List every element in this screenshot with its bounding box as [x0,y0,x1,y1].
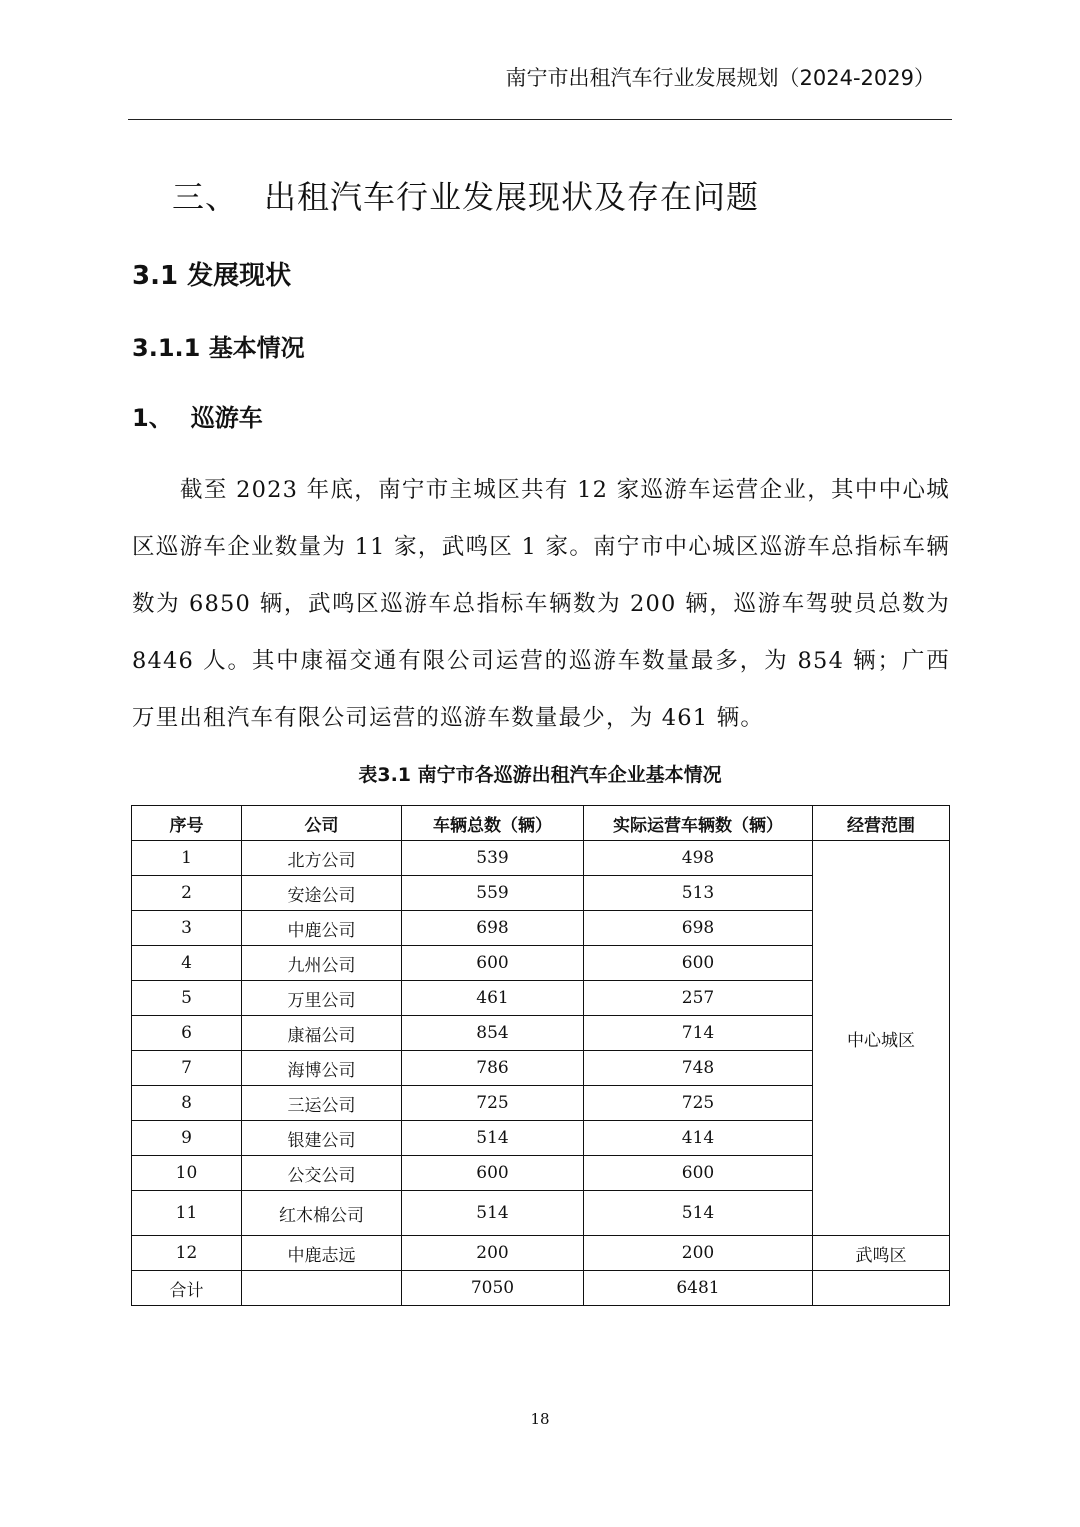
table-cell: 11 [132,1191,242,1236]
table-cell: 公交公司 [242,1156,402,1191]
table-cell: 万里公司 [242,981,402,1016]
table-cell: 854 [402,1016,584,1051]
table-cell: 1 [132,841,242,876]
table-cell: 安途公司 [242,876,402,911]
table-cell: 7 [132,1051,242,1086]
column-header: 车辆总数（辆） [402,806,584,841]
table-cell: 6 [132,1016,242,1051]
total-vehicles: 7050 [402,1271,584,1306]
table-cell: 三运公司 [242,1086,402,1121]
table-cell: 200 [584,1236,813,1271]
table-cell: 4 [132,946,242,981]
table-cell: 12 [132,1236,242,1271]
table-cell: 8 [132,1086,242,1121]
table-row [132,841,950,876]
table-caption: 表3.1 南宁市各巡游出租汽车企业基本情况 [358,764,722,786]
total-company [242,1271,402,1306]
table-cell: 海博公司 [242,1051,402,1086]
table-cell: 514 [402,1191,584,1236]
section-heading: 3.1 发展现状 [132,261,292,291]
scope-cell-center: 中心城区 [813,841,950,1236]
page-number: 18 [530,1410,550,1428]
table-cell: 九州公司 [242,946,402,981]
table-cell: 698 [584,911,813,946]
body-paragraph: 截至 2023 年底，南宁市主城区共有 12 家巡游车运营企业，其中中心城区巡游车企业数量为 11 家，武鸣区 1 家。南宁市中心城区巡游车总指标车辆数为 6850 辆，武鸣区巡游车总指标车辆数为 200 辆，巡游车驾驶员总数为 8446 人。其中康福交通有限公司运营的巡游车数量最多，为 854 辆；广西万里出租汽车有限公司运营的巡游车数量最少，为 461 辆。 [132,477,950,731]
column-header: 序号 [132,806,242,841]
table-cell: 559 [402,876,584,911]
column-header: 公司 [242,806,402,841]
total-operating: 6481 [584,1271,813,1306]
chapter-title: 出租汽车行业发展现状及存在问题 [264,178,760,216]
chapter-number: 三、 [172,178,239,216]
table-header-row [132,806,950,841]
table-cell: 514 [584,1191,813,1236]
item-title: 巡游车 [190,404,263,432]
table-cell: 600 [402,946,584,981]
total-scope [813,1271,950,1306]
table-cell: 748 [584,1051,813,1086]
table-cell: 200 [402,1236,584,1271]
header-divider [128,119,952,120]
chapter-heading [172,172,759,218]
table-cell: 461 [402,981,584,1016]
table-cell: 539 [402,841,584,876]
table-cell: 725 [584,1086,813,1121]
table-cell: 498 [584,841,813,876]
table-cell: 414 [584,1121,813,1156]
total-label: 合计 [132,1271,242,1306]
table-cell: 3 [132,911,242,946]
subsection-heading: 3.1.1 基本情况 [132,334,305,362]
table-cell: 红木棉公司 [242,1191,402,1236]
table-cell: 786 [402,1051,584,1086]
table-cell: 257 [584,981,813,1016]
table-cell: 513 [584,876,813,911]
table-cell: 714 [584,1016,813,1051]
item-heading [132,398,263,433]
table-cell: 600 [584,1156,813,1191]
table-cell: 698 [402,911,584,946]
table-cell: 725 [402,1086,584,1121]
item-number: 1、 [132,404,173,432]
running-header: 南宁市出租汽车行业发展规划（2024-2029） [505,66,935,90]
table-cell: 600 [402,1156,584,1191]
table-cell: 2 [132,876,242,911]
table-cell: 10 [132,1156,242,1191]
column-header: 实际运营车辆数（辆） [584,806,813,841]
taxi-company-table [131,805,950,1306]
column-header: 经营范围 [813,806,950,841]
table-cell: 中鹿志远 [242,1236,402,1271]
table-cell: 514 [402,1121,584,1156]
table-cell: 5 [132,981,242,1016]
table-cell: 康福公司 [242,1016,402,1051]
table-cell: 银建公司 [242,1121,402,1156]
table-total-row [132,1271,950,1306]
table-cell: 中鹿公司 [242,911,402,946]
table-cell: 600 [584,946,813,981]
scope-cell-wuming: 武鸣区 [813,1236,950,1271]
table-cell: 9 [132,1121,242,1156]
table-cell: 北方公司 [242,841,402,876]
table-row [132,1236,950,1271]
